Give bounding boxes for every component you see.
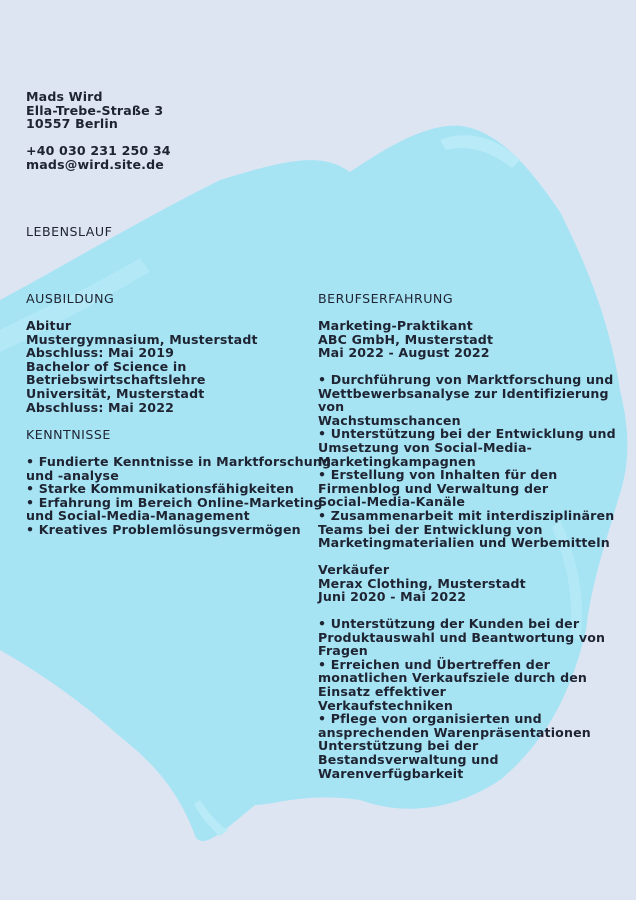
job-duty-line: • Erreichen und Übertreffen der bbox=[318, 656, 551, 672]
skills-line: • Starke Kommunikationsfähigkeiten bbox=[26, 481, 295, 497]
job-2-duties bbox=[318, 617, 605, 780]
job-duty-line: Teams bei der Entwicklung von bbox=[318, 521, 543, 537]
job-duty-line: Marketingkampagnen bbox=[318, 453, 476, 469]
job-duty-line: monatlichen Verkaufsziele durch den bbox=[318, 670, 588, 686]
job-duty-line: • Zusammenarbeit mit interdisziplinären bbox=[318, 507, 615, 523]
education-line: Abschluss: Mai 2019 bbox=[26, 345, 175, 361]
job-title: Verkäufer bbox=[318, 562, 390, 577]
education-line: Abschluss: Mai 2022 bbox=[26, 399, 175, 415]
skills-line: und Social-Media-Management bbox=[26, 508, 250, 524]
job-duty-line: Einsatz effektiver bbox=[318, 683, 447, 699]
skills-line: und -analyse bbox=[26, 467, 119, 483]
job-duty-line: Warenverfügbarkeit bbox=[318, 765, 464, 781]
skills-heading: KENNTNISSE bbox=[26, 427, 111, 442]
experience-heading: BERUFSERFAHRUNG bbox=[318, 291, 454, 306]
job-duty-line: • Unterstützung der Kunden bei der bbox=[318, 616, 580, 631]
education-line: Universität, Musterstadt bbox=[26, 385, 205, 401]
job-duty-line: • Pflege von organisierten und bbox=[318, 711, 542, 727]
education-heading: AUSBILDUNG bbox=[26, 291, 115, 306]
contact-details bbox=[26, 144, 171, 171]
contact-name: Mads Wird bbox=[26, 89, 103, 104]
education-line: Bachelor of Science in bbox=[26, 358, 187, 374]
education-line: Betriebswirtschaftslehre bbox=[26, 372, 206, 388]
skills-section bbox=[26, 455, 331, 537]
job-period: Juni 2020 - Mai 2022 bbox=[318, 589, 467, 605]
job-title: Marketing-Praktikant bbox=[318, 318, 473, 333]
job-duty-line: von bbox=[318, 399, 345, 415]
contact-block bbox=[26, 90, 163, 131]
job-company: ABC GmbH, Musterstadt bbox=[318, 331, 494, 347]
job-duty-line: Fragen bbox=[318, 643, 368, 659]
job-duty-line: • Erstellung von Inhalten für den bbox=[318, 467, 558, 483]
contact-phone: +40 030 231 250 34 bbox=[26, 143, 171, 158]
education-section bbox=[26, 319, 258, 414]
job-duty-line: Produktauswahl und Beantwortung von bbox=[318, 629, 606, 645]
document-title: LEBENSLAUF bbox=[26, 224, 113, 239]
job-duty-line: Unterstützung bei der bbox=[318, 738, 479, 754]
job-duty-line: Wachstumschancen bbox=[318, 412, 461, 428]
job-duty-line: Social-Media-Kanäle bbox=[318, 494, 466, 510]
job-company: Merax Clothing, Musterstadt bbox=[318, 575, 526, 591]
education-line: Abitur bbox=[26, 318, 72, 333]
contact-email: mads@wird.site.de bbox=[26, 156, 164, 172]
job-1-duties bbox=[318, 373, 616, 550]
education-line: Mustergymnasium, Musterstadt bbox=[26, 331, 258, 347]
contact-city: 10557 Berlin bbox=[26, 116, 118, 132]
job-duty-line: Wettbewerbsanalyse zur Identifizierung bbox=[318, 385, 609, 401]
contact-street: Ella-Trebe-Straße 3 bbox=[26, 102, 164, 118]
skills-line: • Fundierte Kenntnisse in Marktforschung bbox=[26, 454, 332, 469]
job-duty-line: • Durchführung von Marktforschung und bbox=[318, 372, 614, 387]
job-duty-line: ansprechenden Warenpräsentationen bbox=[318, 724, 591, 740]
job-duty-line: • Unterstützung bei der Entwicklung und bbox=[318, 426, 616, 442]
job-duty-line: Verkaufstechniken bbox=[318, 697, 453, 713]
skills-line: • Kreatives Problemlösungsvermögen bbox=[26, 521, 301, 537]
job-period: Mai 2022 - August 2022 bbox=[318, 345, 490, 361]
job-duty-line: Firmenblog und Verwaltung der bbox=[318, 480, 549, 496]
job-2-header bbox=[318, 563, 526, 604]
skills-line: • Erfahrung im Bereich Online-Marketing bbox=[26, 494, 323, 510]
job-duty-line: Marketingmaterialien und Werbemitteln bbox=[318, 535, 610, 551]
job-1-header bbox=[318, 319, 493, 360]
job-duty-line: Bestandsverwaltung und bbox=[318, 751, 499, 767]
job-duty-line: Umsetzung von Social-Media- bbox=[318, 439, 533, 455]
